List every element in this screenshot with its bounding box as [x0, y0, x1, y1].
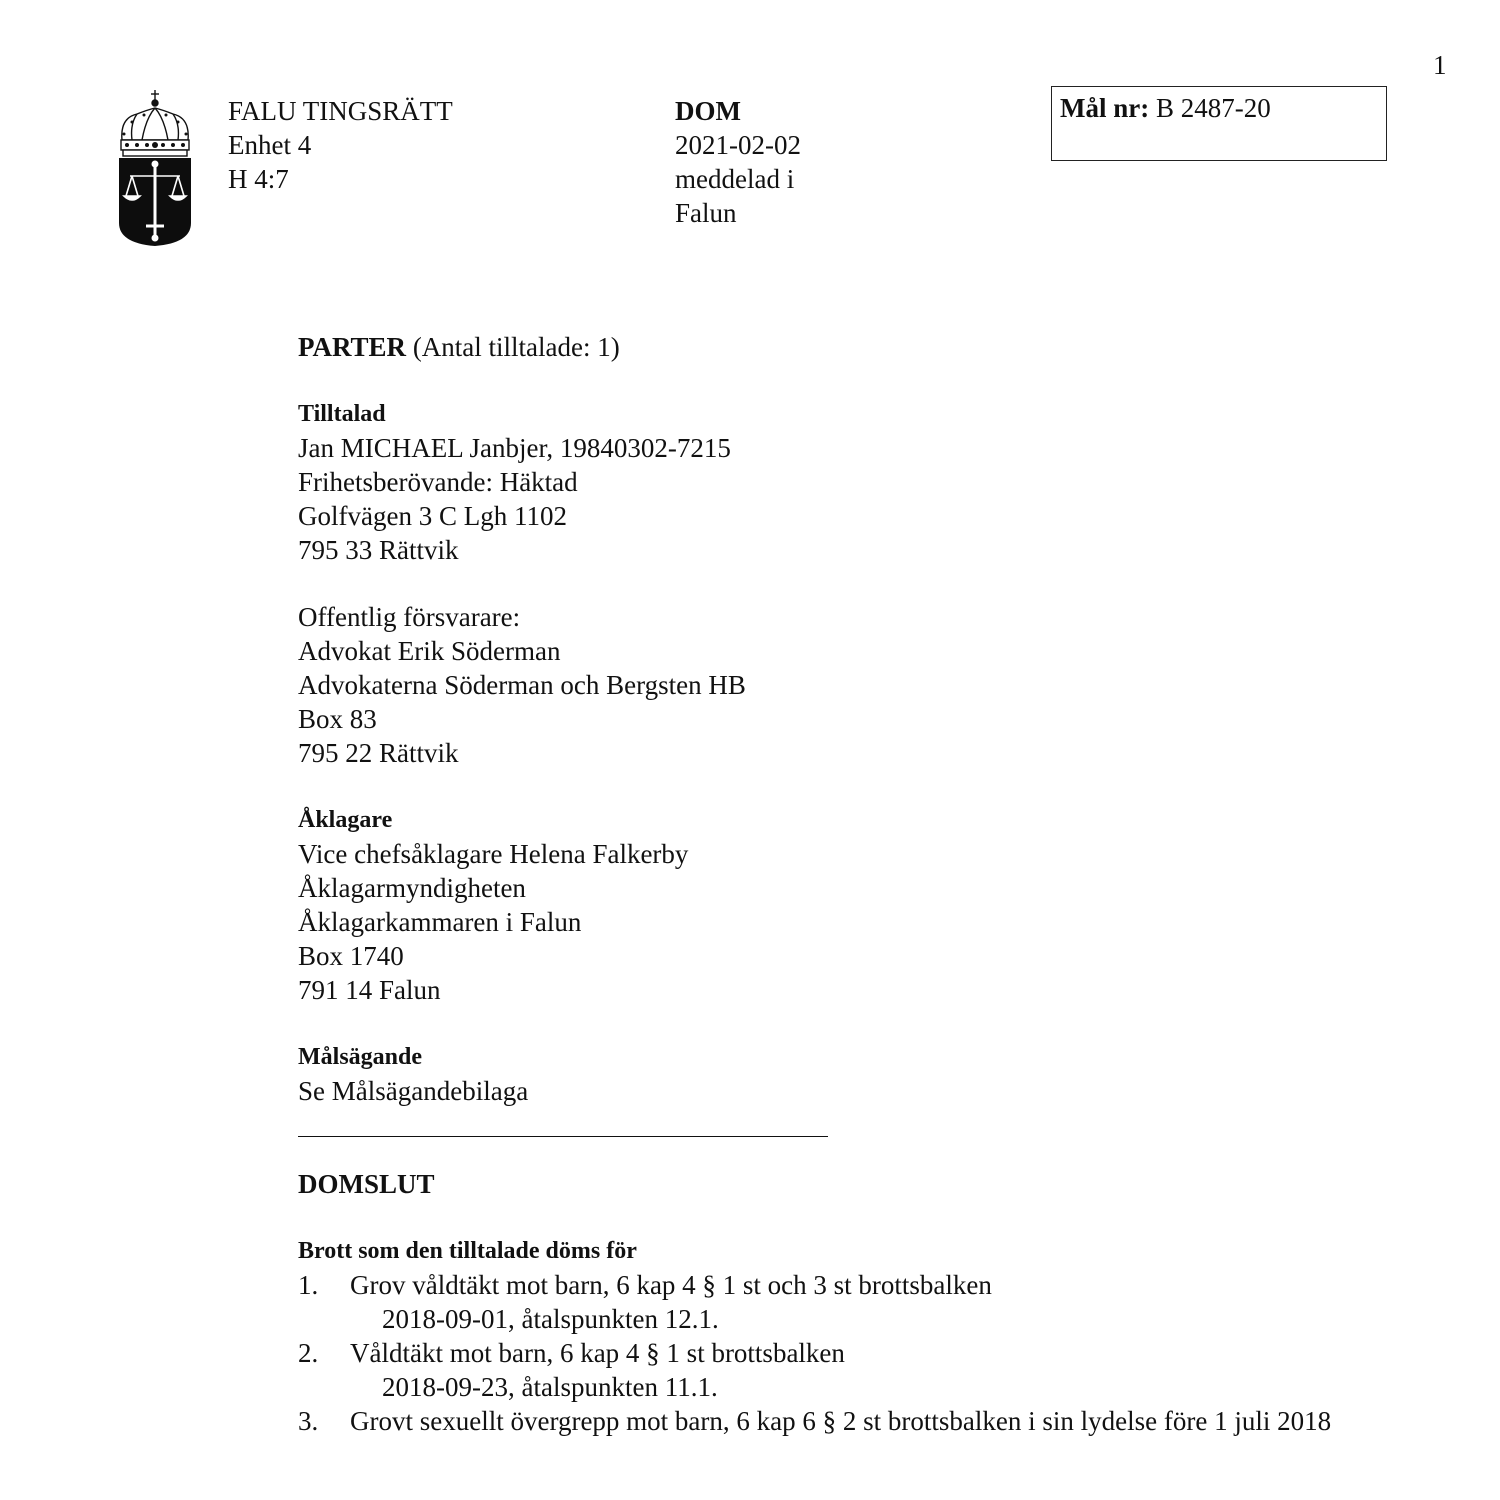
crime-number: 2.: [298, 1338, 319, 1368]
counsel-box: Box 83: [298, 704, 377, 734]
court-unit: Enhet 4: [228, 130, 312, 160]
crimes-heading: Brott som den tilltalade döms för: [298, 1238, 637, 1264]
defendant-custody: Frihetsberövande: Häktad: [298, 467, 578, 497]
parties-heading: [298, 330, 1438, 364]
crime-item: [298, 1404, 1438, 1438]
injured-value: Se Målsägandebilaga: [298, 1076, 529, 1106]
defendant-street: Golfvägen 3 C Lgh 1102: [298, 501, 567, 531]
crime-offense: Grovt sexuellt övergrepp mot barn, 6 kap 6 § 2 st brottsbalken i sin lydelse före 1 juli 2018: [350, 1406, 1332, 1436]
court-name: FALU TINGSRÄTT: [228, 96, 453, 126]
parties-note: (Antal tilltalade: 1): [412, 332, 620, 362]
judgment-date: 2021-02-02: [675, 130, 801, 160]
prosecutor-office: Åklagarkammaren i Falun: [298, 907, 582, 937]
injured-label: Målsägande: [298, 1044, 423, 1070]
section-divider: [298, 1136, 828, 1137]
crime-item: [298, 1336, 1438, 1404]
counsel-name: Advokat Erik Söderman: [298, 636, 561, 666]
court-emblem-icon: [112, 88, 198, 248]
crime-offense: Våldtäkt mot barn, 6 kap 4 § 1 st brottsbalken: [350, 1338, 845, 1368]
case-number-box: [1051, 86, 1387, 161]
defendant-name: Jan MICHAEL Janbjer, 19840302-7215: [298, 433, 731, 463]
court-header: [228, 94, 453, 196]
crime-detail: 2018-09-01, åtalspunkten 12.1.: [382, 1304, 719, 1334]
judgment-announced-1: meddelad i: [675, 164, 795, 194]
crime-detail: 2018-09-23, åtalspunkten 11.1.: [382, 1372, 718, 1402]
document-body: [298, 330, 1438, 1438]
defendant-postal: 795 33 Rättvik: [298, 535, 459, 565]
counsel-firm: Advokaterna Söderman och Bergsten HB: [298, 670, 746, 700]
crime-number: 1.: [298, 1270, 319, 1300]
counsel-label: Offentlig försvarare:: [298, 602, 521, 632]
crime-offense: Grov våldtäkt mot barn, 6 kap 4 § 1 st och 3 st brottsbalken: [350, 1270, 992, 1300]
case-number-label: Mål nr:: [1060, 93, 1150, 123]
defendant-label: Tilltalad: [298, 401, 386, 427]
counsel-postal: 795 22 Rättvik: [298, 738, 459, 768]
crime-number: 3.: [298, 1406, 319, 1436]
prosecutor-label: Åklagare: [298, 807, 393, 833]
crime-item: [298, 1268, 1438, 1336]
prosecutor-postal: 791 14 Falun: [298, 975, 441, 1005]
page-number: 1: [1433, 50, 1447, 80]
parties-title: PARTER: [298, 332, 407, 362]
prosecutor-name: Vice chefsåklagare Helena Falkerby: [298, 839, 689, 869]
prosecutor-authority: Åklagarmyndigheten: [298, 873, 526, 903]
judgment-header: [675, 94, 801, 230]
judgment-type: DOM: [675, 96, 741, 126]
prosecutor-box: Box 1740: [298, 941, 404, 971]
court-room: H 4:7: [228, 164, 289, 194]
judgment-announced-2: Falun: [675, 198, 737, 228]
case-number: B 2487-20: [1155, 93, 1271, 123]
verdict-heading: DOMSLUT: [298, 1169, 435, 1199]
